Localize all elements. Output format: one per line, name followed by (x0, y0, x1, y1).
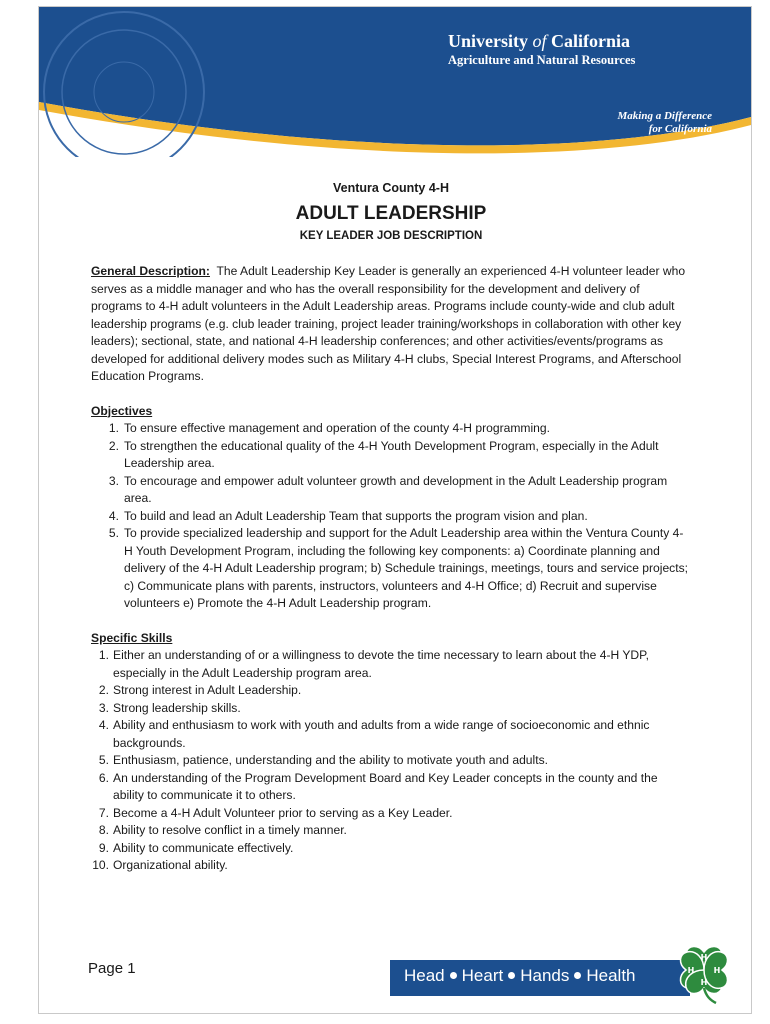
document-body (91, 180, 691, 875)
organization-name: Ventura County 4-H (333, 181, 449, 195)
tagline: Making a Difference for California (617, 110, 712, 135)
list-item: 3. To encourage and empower adult volunteer growth and development in the Adult Leadership program area. (108, 473, 668, 505)
list-item: 5. Enthusiasm, patience, understanding and the ability to motivate youth and adults. (98, 753, 548, 767)
general-description-label: General Description: (91, 264, 210, 278)
skills-heading: Specific Skills (91, 630, 173, 645)
four-h-clover-icon (674, 940, 734, 1006)
skills-list (91, 647, 691, 875)
svg-text:H: H (687, 966, 695, 975)
svg-text:H: H (700, 953, 708, 962)
university-logo: University of California (448, 31, 631, 51)
list-item: 1. To ensure effective management and operation of the county 4-H programming. (108, 421, 550, 435)
document-subtitle: KEY LEADER JOB DESCRIPTION (299, 229, 483, 242)
list-item: 9. Ability to communicate effectively. (98, 840, 294, 855)
list-item: 2. To strengthen the educational quality of the 4-H Youth Development Program, especially in the Adult Leadership area. (108, 438, 659, 470)
page-number: Page 1 (88, 960, 136, 977)
document-title: ADULT LEADERSHIP (295, 202, 487, 224)
list-item: 3. Strong leadership skills. (98, 700, 241, 715)
division-name: Agriculture and Natural Resources (448, 53, 636, 67)
list-item: 8. Ability to resolve conflict in a timely manner. (98, 823, 347, 837)
list-item: 4. Ability and enthusiasm to work with youth and adults from a wide range of socioeconomic and ethnic backgrounds. (98, 718, 650, 750)
general-description (91, 263, 691, 386)
objectives-heading: Objectives (91, 403, 153, 418)
list-item: 1. Either an understanding of or a willingness to devote the time necessary to learn about the 4-H YDP, especially in the Adult Leadership program area. (98, 648, 650, 680)
general-description-text: The Adult Leadership Key Leader is generally an experienced 4-H volunteer leader who serves as a middle manager and who has the overall responsibility for the development and delivery of programs to 4-H adult volunteers in the Adult Leadership areas. Programs include county-wide and club adult leadership programs (e.g. club leader training, project leader training/workshops in collaboration with other key leaders); sectional, state, and national 4-H leadership conferences; and other activities/events/programs as developed for additional delivery modes such as Military 4-H clubs, Special Interest Programs, and Afterschool Education Programs. (91, 264, 686, 383)
list-item: 6. An understanding of the Program Development Board and Key Leader concepts in the county and the ability to communicate it to others. (98, 770, 658, 802)
list-item: 2. Strong interest in Adult Leadership. (98, 683, 302, 697)
list-item: 10. Organizational ability. (92, 858, 228, 872)
objectives-list (91, 420, 691, 613)
svg-text:H: H (700, 978, 708, 987)
list-item: 5. To provide specialized leadership and support for the Adult Leadership area within the Ventura County 4-H Youth Development Program, including the following key components: a) Coordinate planning and delivery of the 4-H Adult Leadership program; b) Schedule trainings, meetings, tours and service projects; c) Communicate plans with parents, instructors, volunteers and 4-H Office; d) Recruit and supervise volunteers e) Promote the 4-H Adult Leadership program. (108, 526, 688, 610)
footer-slogan: Head Heart Hands Health (404, 966, 636, 985)
list-item: 7. Become a 4-H Adult Volunteer prior to serving as a Key Leader. (98, 805, 453, 820)
header-banner (39, 7, 751, 157)
list-item: 4. To build and lead an Adult Leadership Team that supports the program vision and plan. (108, 508, 588, 523)
uc-seal-watermark (39, 7, 209, 157)
svg-text:H: H (713, 966, 721, 975)
